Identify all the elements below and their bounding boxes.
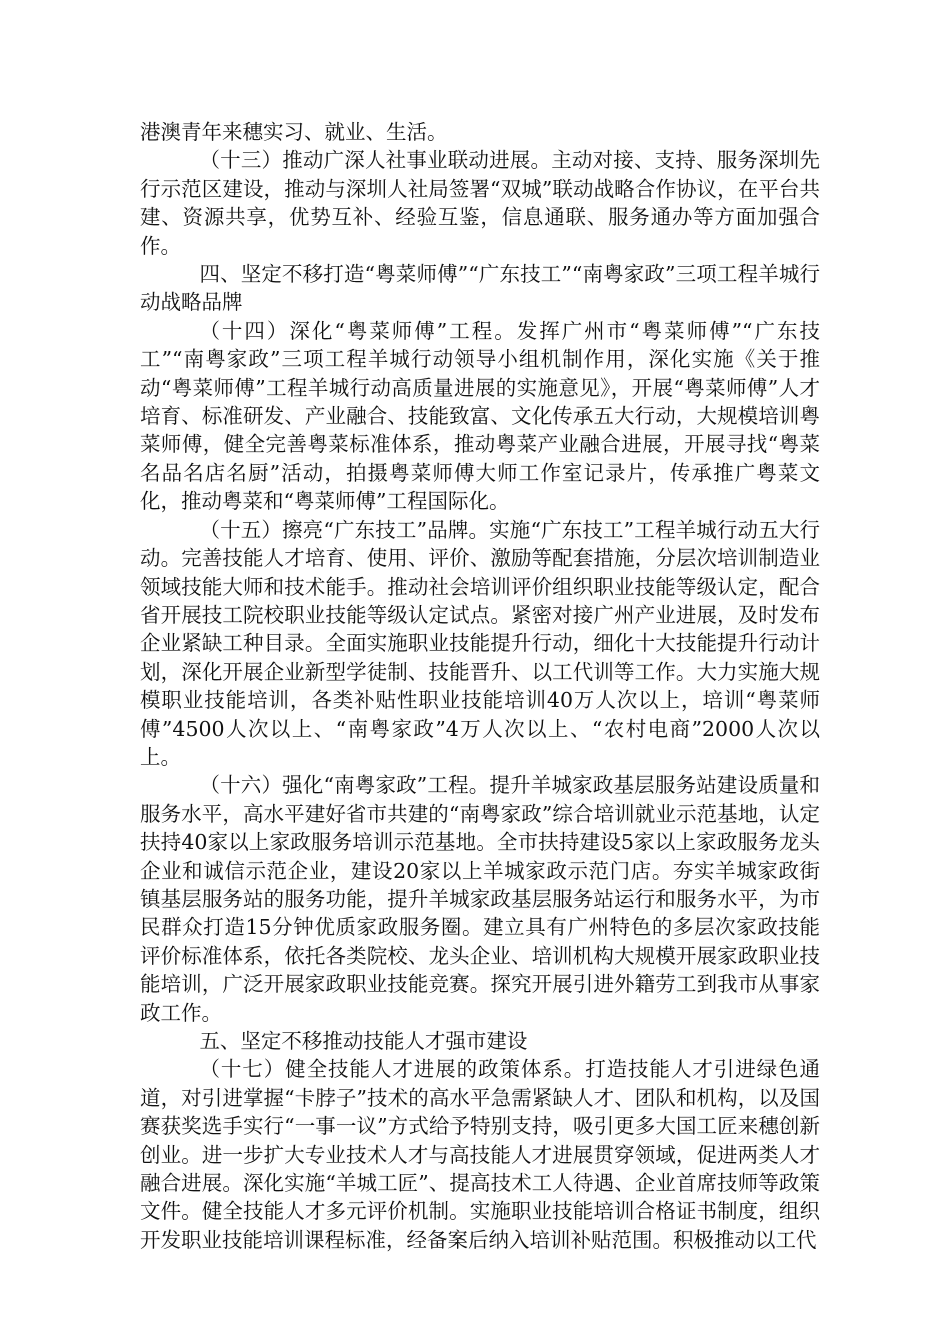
paragraph-item-17: （十七）健全技能人才进展的政策体系。打造技能人才引进绿色通道，对引进掌握“卡脖子”技术的高水平急需紧缺人才、团队和机构，以及国赛获奖选手实行“一事一议”方式给予特别支持，吸引更多大国工匠来穗创新创业。进一步扩大专业技术人才与高技能人才进展贯穿领域，促进两类人才融合进展。深化实施“羊城工匠”、提高技术工人待遇、企业首席技师等政策文件。健全技能人才多元评价机制。实施职业技能培训合格证书制度，组织开发职业技能培训课程标准，经备案后纳入培训补贴范围。积极推动以工代 <box>140 1057 820 1252</box>
paragraph-item-16: （十六）强化“南粤家政”工程。提升羊城家政基层服务站建设质量和服务水平，高水平建好省市共建的“南粤家政”综合培训就业示范基地，认定扶持40家以上家政服务培训示范基地。全市扶持建设5家以上家政服务龙头企业和诚信示范企业，建设20家以上羊城家政示范门店。夯实羊城家政街镇基层服务站的服务功能，提升羊城家政基层服务站运行和服务水平，为市民群众打造15分钟优质家政服务圈。建立具有广州特色的多层次家政技能评价标准体系，依托各类院校、龙头企业、培训机构大规模开展家政职业技能培训，广泛开展家政职业技能竞赛。探究开展引进外籍劳工到我市从事家政工作。 <box>140 773 820 1025</box>
document-body <box>140 118 820 1254</box>
paragraph-continuation: 港澳青年来穗实习、就业、生活。 <box>140 120 448 144</box>
paragraph-item-15: （十五）擦亮“广东技工”品牌。实施“广东技工”工程羊城行动五大行动。完善技能人才培育、使用、评价、激励等配套措施，分层次培训制造业领域技能大师和技术能手。推动社会培训评价组织职业技能等级认定，配合省开展技工院校职业技能等级认定试点。紧密对接广州产业进展，及时发布企业紧缺工种目录。全面实施职业技能提升行动，细化十大技能提升行动计划，深化开展企业新型学徒制、技能晋升、以工代训等工作。大力实施大规模职业技能培训，各类补贴性职业技能培训40万人次以上，培训“粤菜师傅”4500人次以上、“南粤家政”4万人次以上、“农村电商”2000人次以上。 <box>140 517 820 769</box>
section-heading-5: 五、坚定不移推动技能人才强市建设 <box>199 1029 528 1053</box>
paragraph-item-13: （十三）推动广深人社事业联动进展。主动对接、支持、服务深圳先行示范区建设，推动与深圳人社局签署“双城”联动战略合作协议，在平台共建、资源共享，优势互补、经验互鉴，信息通联、服务通办等方面加强合作。 <box>140 148 820 258</box>
paragraph-item-14: （十四）深化“粤菜师傅”工程。发挥广州市“粤菜师傅”“广东技工”“南粤家政”三项工程羊城行动领导小组机制作用，深化实施《关于推动“粤菜师傅”工程羊城行动高质量进展的实施意见》，开展“粤菜师傅”人才培育、标准研发、产业融合、技能致富、文化传承五大行动，大规模培训粤菜师傅，健全完善粤菜标准体系，推动粤菜产业融合进展，开展寻找“粤菜名品名店名厨”活动，拍摄粤菜师傅大师工作室记录片，传承推广粤菜文化，推动粤菜和“粤菜师傅”工程国际化。 <box>140 318 820 514</box>
section-heading-4: 四、坚定不移打造“粤菜师傅”“广东技工”“南粤家政”三项工程羊城行动战略品牌 <box>140 262 820 315</box>
